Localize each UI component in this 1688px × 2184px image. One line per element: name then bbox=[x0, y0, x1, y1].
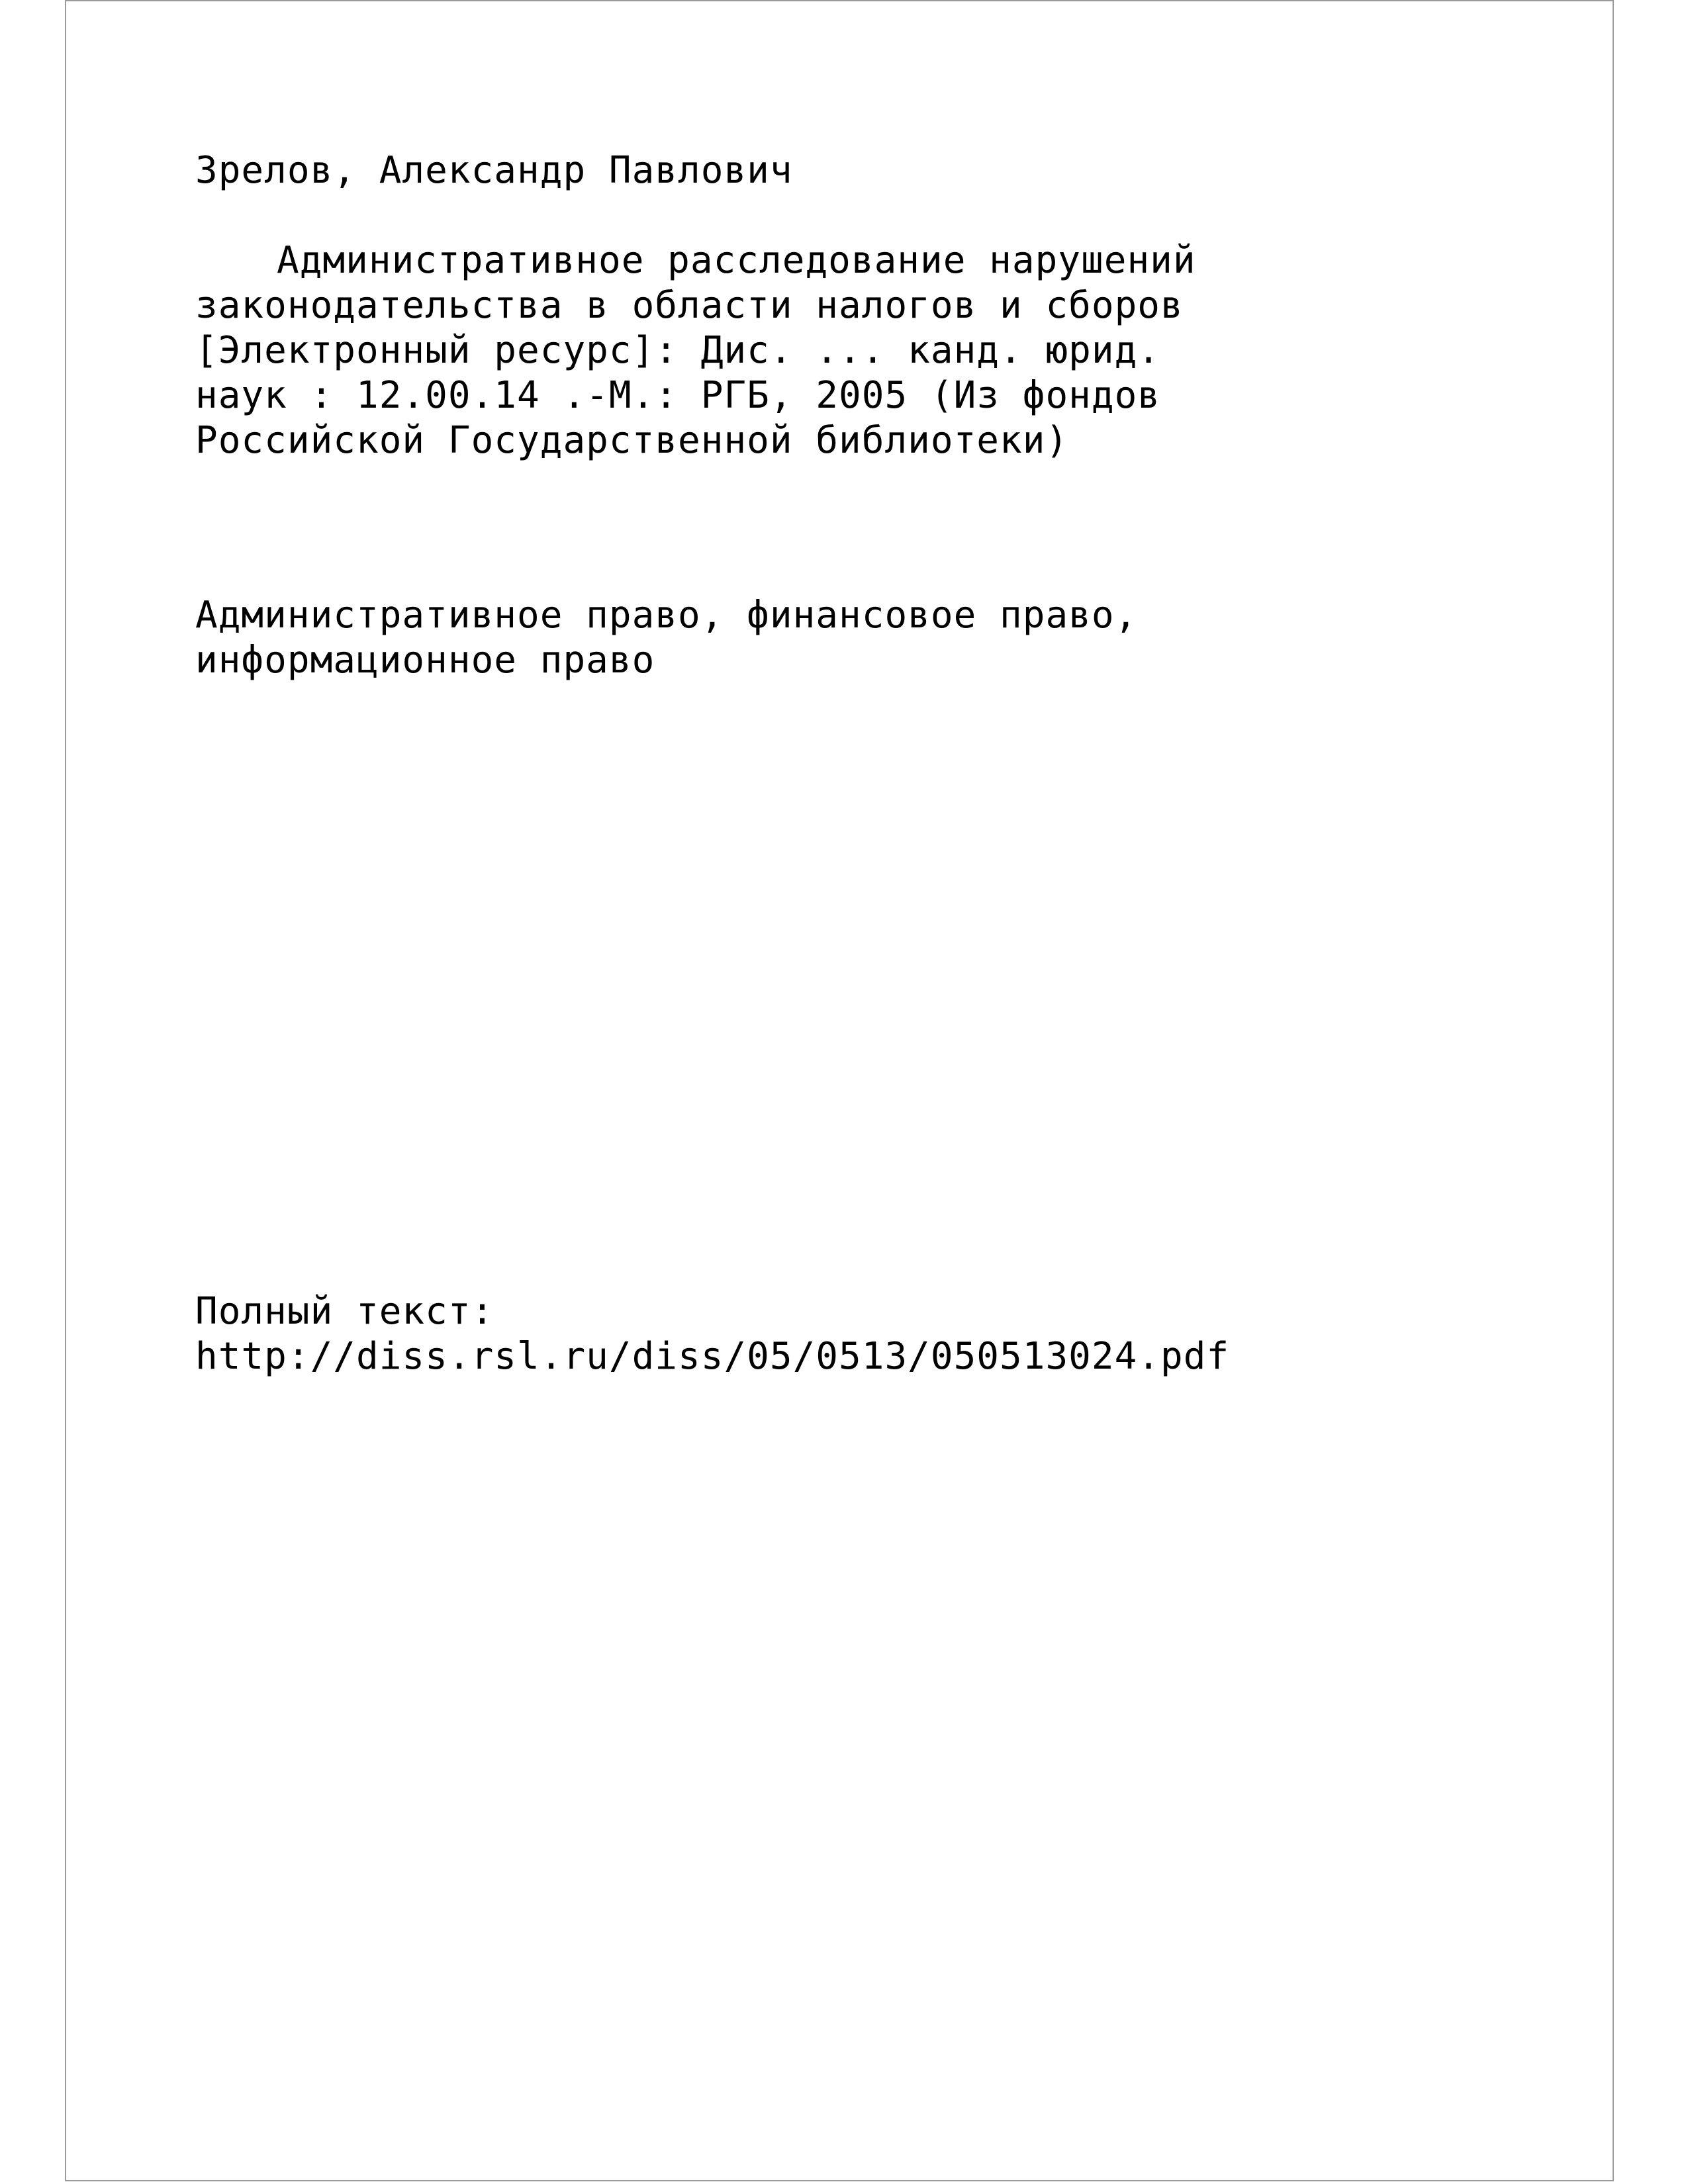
title-line-4: наук : 12.00.14 .-М.: РГБ, 2005 (Из фондов bbox=[195, 374, 1161, 417]
fulltext-label: Полный текст: bbox=[195, 1290, 494, 1333]
author-name: Зрелов, Александр Павлович bbox=[195, 149, 793, 192]
subject-line-1: Административное право, финансовое право, bbox=[195, 594, 1138, 637]
title-line-1: Административное расследование нарушений bbox=[277, 239, 1196, 282]
fulltext-link[interactable]: http://diss.rsl.ru/diss/05/0513/050513024.pdf bbox=[195, 1335, 1230, 1378]
title-line-2: законодательства в области налогов и сборов bbox=[195, 284, 1184, 327]
title-line-3: [Электронный ресурс]: Дис. ... канд. юрид. bbox=[195, 329, 1161, 372]
subject-line-2: информационное право bbox=[195, 639, 655, 682]
title-line-5: Российской Государственной библиотеки) bbox=[195, 419, 1069, 462]
